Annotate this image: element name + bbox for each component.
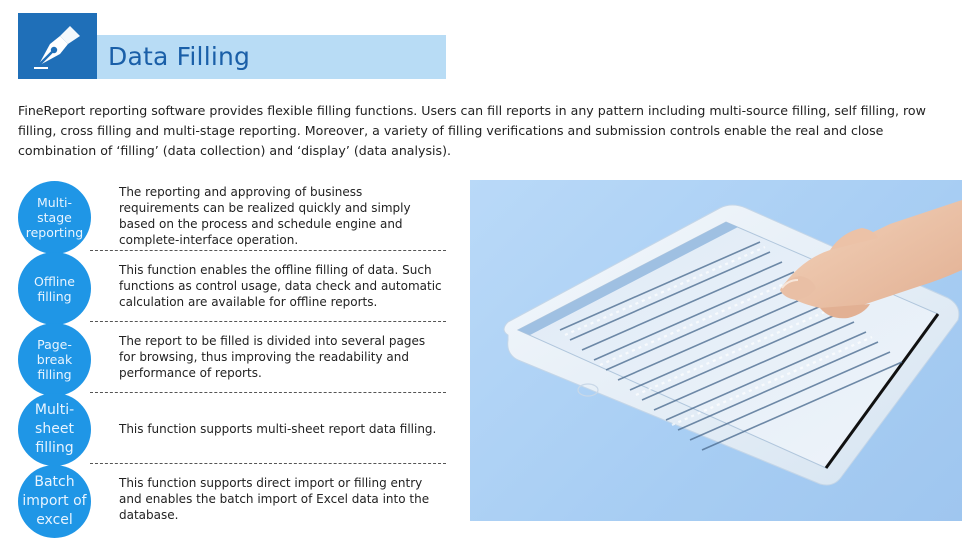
title-bar (97, 35, 446, 79)
feature-divider (90, 250, 446, 251)
feature-description: This function supports multi-sheet report data filling. (119, 422, 437, 436)
feature-divider (90, 321, 446, 322)
intro-paragraph: FineReport reporting software provides flexible filling functions. Users can fill reports in any pattern including multi-source filling, self filling, row filling, cross filling and multi-stage reporting. Moreover, a variety of filling verifications and submission controls enable the real and close combination of ‘filling’ (data collection) and ‘display’ (data analysis). (18, 103, 926, 158)
feature-divider (90, 392, 446, 393)
section-header (18, 13, 446, 79)
feature-description: This function supports direct import or filling entry and enables the batch import of Excel data into the database. (119, 476, 430, 522)
logo-box (18, 13, 97, 79)
feature-description: The reporting and approving of business requirements can be realized quickly and simply based on the process and schedule engine and complete-interface operation. (119, 185, 411, 247)
tablet-photo (470, 180, 962, 521)
pen-nib-icon (30, 22, 84, 70)
feature-badge: Multi-stage reporting (18, 181, 91, 254)
tablet-hand-illustration (470, 180, 962, 521)
feature-description: This function enables the offline filling of data. Such functions as control usage, data check and automatic calculation are available for offline reports. (119, 263, 442, 309)
feature-badge: Multi-sheet filling (18, 393, 91, 466)
feature-badge: Page-break filling (18, 323, 91, 396)
feature-description: The report to be filled is divided into several pages for browsing, thus improving the readability and performance of reports. (119, 334, 426, 380)
feature-divider (90, 463, 446, 464)
feature-badge: Batch import of excel (18, 465, 91, 538)
page-title: Data Filling (108, 42, 251, 71)
feature-badge: Offline filling (18, 252, 91, 325)
